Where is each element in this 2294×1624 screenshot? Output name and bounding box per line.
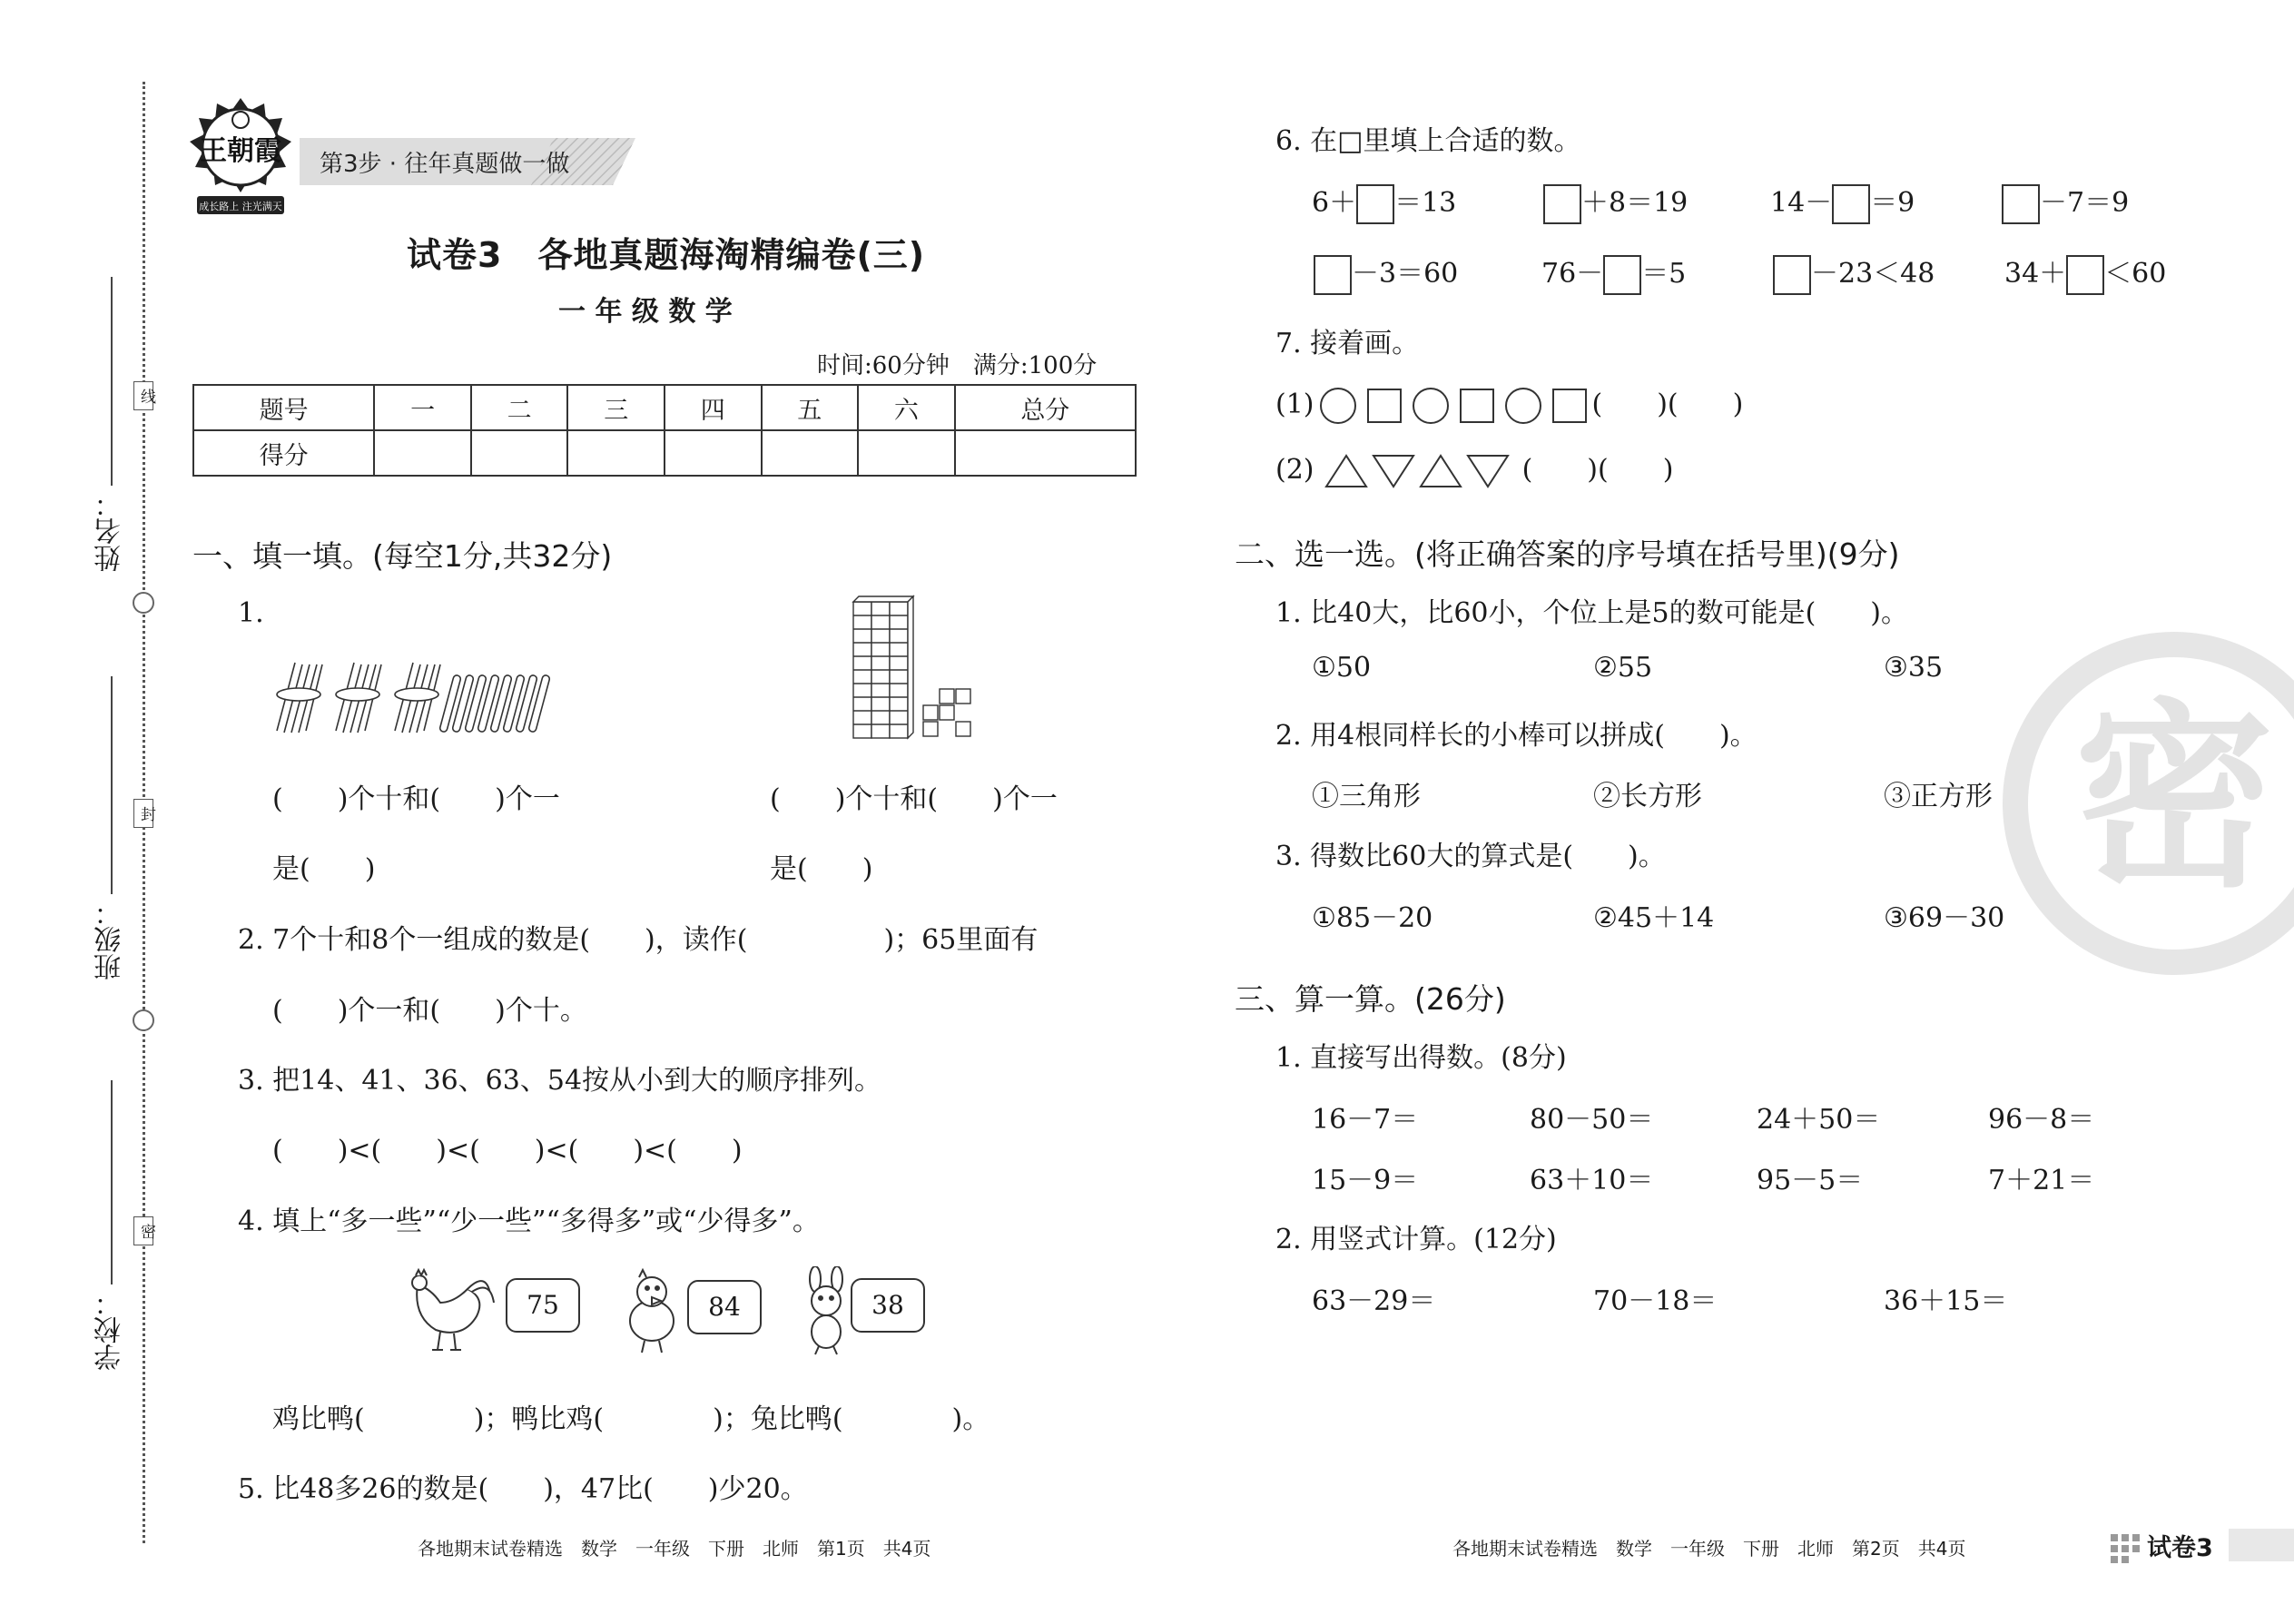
s3-q2-expr[interactable]: 70－18＝ <box>1593 1285 1718 1317</box>
s3-q1-expr[interactable]: 95－5＝ <box>1757 1165 1864 1196</box>
score-cell-label: 题号 <box>193 385 374 430</box>
publisher-logo <box>177 91 304 227</box>
score-cell-header: 四 <box>665 385 762 430</box>
footer-left: 各地期末试卷精选 数学 一年级 下册 北师 第1页 共4页 <box>418 1538 931 1560</box>
svg-text:王朝霞: 王朝霞 <box>200 135 281 167</box>
score-cell-input[interactable] <box>471 430 568 476</box>
name-field[interactable] <box>111 277 113 486</box>
s3-q2: 2. 用竖式计算。(12分) <box>1275 1224 1557 1255</box>
s3-q1-expr[interactable]: 16－7＝ <box>1312 1104 1419 1136</box>
score-cell-input[interactable] <box>858 430 955 476</box>
square-icon <box>1552 389 1587 423</box>
square-icon <box>1367 389 1402 423</box>
q4-line2[interactable]: 鸡比鸭( )；鸭比鸡( )；兔比鸭( )。 <box>272 1403 990 1435</box>
seal-char-xian: 线 <box>133 381 153 410</box>
score-cell-header: 一 <box>374 385 471 430</box>
q2-line2[interactable]: ( )个一和( )个十。 <box>272 995 587 1027</box>
page-title: 试卷3 各地真题海淘精编卷(三) <box>407 235 926 275</box>
s2-q3[interactable]: 3. 得数比60大的算式是( )。 <box>1275 841 1666 872</box>
class-label: 班级： <box>94 899 126 980</box>
score-cell-header: 五 <box>762 385 859 430</box>
q1-blank-right-line1[interactable]: ( )个十和( )个一 <box>770 783 1058 815</box>
svg-text:密: 密 <box>2073 682 2275 914</box>
duck-bubble: 84 <box>687 1280 762 1334</box>
score-cell-header: 总分 <box>955 385 1136 430</box>
s2-q3-option[interactable]: ③69－30 <box>1884 902 2005 934</box>
svg-text:成长路上 注光满天: 成长路上 注光满天 <box>199 201 282 212</box>
section-1-heading: 一、填一填。(每空1分,共32分) <box>192 538 613 574</box>
score-cell-header: 二 <box>471 385 568 430</box>
circle-icon <box>1505 388 1541 424</box>
q1-number: 1. <box>238 597 264 629</box>
s3-q1-expr[interactable]: 63＋10＝ <box>1530 1165 1654 1196</box>
score-cell-input[interactable] <box>955 430 1136 476</box>
score-table-score-row <box>193 430 1136 476</box>
base-ten-blocks-icon <box>849 595 1003 740</box>
step-banner: 第3步 · 往年真题做一做 <box>300 138 635 185</box>
q6-item[interactable]: 76－ ＝5 <box>1541 251 1686 295</box>
s3-q1-expr[interactable]: 96－8＝ <box>1988 1104 2095 1136</box>
s3-q2-expr[interactable]: 63－29＝ <box>1312 1285 1436 1317</box>
q1-blank-left-line2[interactable]: 是( ) <box>272 853 376 885</box>
q3-line2[interactable]: ( )<( )<( )<( )<( ) <box>272 1135 743 1166</box>
s3-q1-expr[interactable]: 80－50＝ <box>1530 1104 1654 1136</box>
s2-q3-option[interactable]: ①85－20 <box>1312 902 1433 934</box>
duck-icon <box>617 1266 690 1357</box>
q1-blank-left-line1[interactable]: ( )个十和( )个一 <box>272 783 560 815</box>
score-cell-header: 三 <box>567 385 665 430</box>
section-2-heading: 二、选一选。(将正确答案的序号填在括号里)(9分) <box>1235 536 1900 572</box>
rooster-icon <box>399 1266 499 1357</box>
score-cell-header: 六 <box>858 385 955 430</box>
s2-q1-option[interactable]: ②55 <box>1593 652 1653 684</box>
school-field[interactable] <box>111 1080 113 1284</box>
score-cell-input[interactable] <box>374 430 471 476</box>
q2-line1[interactable]: 2. 7个十和8个一组成的数是( )，读作( )；65里面有 <box>238 924 1039 956</box>
section-3-heading: 三、算一算。(26分) <box>1235 981 1506 1017</box>
q6-item[interactable]: 14－ ＝9 <box>1770 180 1915 224</box>
footer-exam-tag: 试卷3 <box>2147 1534 2213 1562</box>
s2-q1-option[interactable]: ①50 <box>1312 652 1372 684</box>
name-label: 姓名： <box>94 490 126 572</box>
page-subtitle: 一 年 级 数 学 <box>558 296 733 328</box>
q6-item[interactable]: 34＋ ＜60 <box>2004 251 2166 295</box>
s2-q2-option[interactable]: ①三角形 <box>1312 781 1421 812</box>
confidential-watermark <box>1997 626 2294 980</box>
s2-q2-option[interactable]: ③正方形 <box>1884 781 1993 812</box>
score-table <box>192 384 1137 477</box>
score-cell-label: 得分 <box>193 430 374 476</box>
sticks-bundle-icon <box>263 658 563 740</box>
s3-q1-expr[interactable]: 7＋21＝ <box>1988 1165 2095 1196</box>
seal-char-mi: 密 <box>133 1216 153 1245</box>
q4-line1: 4. 填上“多一些”“少一些”“多得多”或“少得多”。 <box>238 1206 820 1237</box>
school-label: 学校： <box>94 1289 126 1371</box>
rooster-bubble: 75 <box>506 1278 580 1333</box>
square-icon <box>1460 389 1494 423</box>
q7-pattern-1[interactable]: (1) ( )( ) <box>1275 381 1743 424</box>
q6-heading: 6. 在□里填上合适的数。 <box>1275 125 1581 157</box>
s2-q1-option[interactable]: ③35 <box>1884 652 1944 684</box>
s2-q2-option[interactable]: ②长方形 <box>1593 781 1702 812</box>
q6-item[interactable]: ＋8＝19 <box>1543 180 1688 224</box>
triangle-pattern-icon <box>1323 452 1513 490</box>
q3-line1: 3. 把14、41、36、63、54按从小到大的顺序排列。 <box>238 1065 882 1097</box>
binding-hole <box>133 1009 154 1031</box>
circle-icon <box>1320 388 1356 424</box>
q6-item[interactable]: －3＝60 <box>1314 251 1458 295</box>
q6-item[interactable]: －7＝9 <box>2002 180 2129 224</box>
s2-q1[interactable]: 1. 比40大，比60小，个位上是5的数可能是( )。 <box>1275 597 1909 629</box>
class-field[interactable] <box>111 676 113 894</box>
q7-pattern-2[interactable]: (2) ( )( ) <box>1275 447 1673 490</box>
binding-hole <box>133 592 154 614</box>
s3-q1-expr[interactable]: 15－9＝ <box>1312 1165 1419 1196</box>
s3-q2-expr[interactable]: 36＋15＝ <box>1884 1285 2008 1317</box>
score-cell-input[interactable] <box>567 430 665 476</box>
s2-q3-option[interactable]: ②45＋14 <box>1593 902 1715 934</box>
score-table-header-row <box>193 385 1136 430</box>
q1-blank-right-line2[interactable]: 是( ) <box>770 853 873 885</box>
q7-heading: 7. 接着画。 <box>1275 328 1420 359</box>
rabbit-bubble: 38 <box>851 1278 925 1333</box>
s2-q2[interactable]: 2. 用4根同样长的小棒可以拼成( )。 <box>1275 720 1757 752</box>
score-cell-input[interactable] <box>762 430 859 476</box>
footer-pattern <box>2111 1534 2147 1563</box>
q5[interactable]: 5. 比48多26的数是( )，47比( )少20。 <box>238 1473 808 1505</box>
footer-right: 各地期末试卷精选 数学 一年级 下册 北师 第2页 共4页 <box>1452 1538 1966 1560</box>
s3-q1: 1. 直接写出得数。(8分) <box>1275 1042 1567 1074</box>
score-cell-input[interactable] <box>665 430 762 476</box>
q6-item[interactable]: －23＜48 <box>1773 251 1935 295</box>
seal-char-feng: 封 <box>133 799 153 828</box>
q6-item[interactable]: 6＋ ＝13 <box>1312 180 1456 224</box>
s3-q1-expr[interactable]: 24＋50＝ <box>1757 1104 1881 1136</box>
footer-tab <box>2229 1529 2294 1561</box>
time-info: 时间:60分钟 满分:100分 <box>817 352 1098 379</box>
circle-icon <box>1413 388 1449 424</box>
